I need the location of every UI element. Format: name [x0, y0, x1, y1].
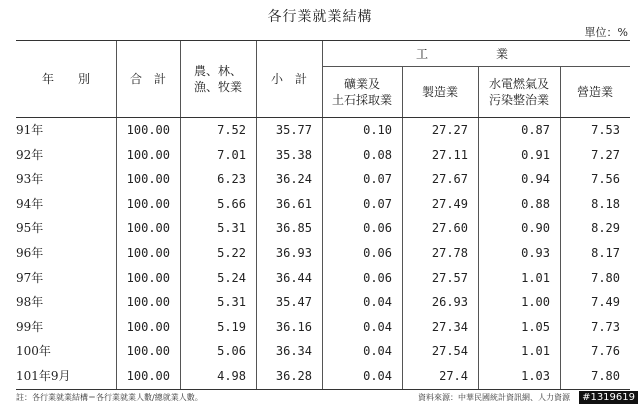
cell-agriculture: 7.01 [217, 147, 246, 162]
cell-subtotal: 36.85 [275, 221, 312, 236]
cell-agriculture: 5.19 [217, 319, 246, 334]
table-row [16, 315, 630, 340]
cell-year: 96年 [16, 245, 44, 260]
cell-year: 100年 [16, 344, 51, 359]
cell-utilities: 1.03 [521, 368, 550, 383]
header-manufacturing: 製造業 [421, 85, 458, 99]
cell-total: 100.00 [126, 368, 170, 383]
cell-construction: 7.53 [591, 123, 620, 137]
cell-year: 98年 [16, 295, 44, 310]
cell-agriculture: 4.98 [217, 368, 246, 383]
cell-construction: 8.17 [591, 245, 620, 260]
table-row [16, 167, 630, 192]
page-title: 各行業就業結構 [267, 9, 373, 25]
cell-mining: 0.06 [363, 245, 392, 260]
cell-agriculture: 5.22 [217, 245, 246, 260]
cell-mining: 0.06 [363, 221, 392, 236]
cell-total: 100.00 [126, 196, 170, 211]
cell-utilities: 0.94 [521, 172, 550, 187]
cell-utilities: 0.87 [521, 123, 550, 137]
cell-subtotal: 36.24 [275, 172, 312, 187]
cell-mining: 0.07 [363, 172, 392, 187]
cell-manufacturing: 26.93 [431, 295, 468, 310]
cell-agriculture: 5.06 [217, 344, 246, 359]
cell-construction: 7.80 [591, 270, 620, 285]
cell-year: 101年9月 [16, 368, 71, 383]
cell-construction: 7.76 [591, 344, 620, 359]
cell-construction: 8.29 [591, 221, 620, 236]
cell-manufacturing: 27.4 [439, 368, 468, 383]
cell-mining: 0.08 [363, 147, 392, 162]
header-subtotal: 小 計 [270, 72, 307, 86]
cell-manufacturing: 27.57 [431, 270, 468, 285]
cell-utilities: 1.05 [521, 319, 550, 334]
employment-structure-table [16, 40, 630, 390]
watermark-id: #1319619 [579, 391, 638, 404]
table-row [16, 290, 630, 315]
header-year: 年 別 [41, 72, 90, 86]
cell-utilities: 1.01 [521, 270, 550, 285]
header-construction: 營造業 [576, 85, 613, 99]
cell-year: 99年 [16, 319, 44, 334]
cell-mining: 0.07 [363, 196, 392, 211]
footnote: 註：各行業就業結構＝各行業就業人數/總就業人數。 [16, 393, 203, 402]
table-row [16, 364, 630, 389]
cell-year: 91年 [16, 123, 44, 137]
cell-construction: 8.18 [591, 196, 620, 211]
table-row [16, 192, 630, 217]
unit-label: 單位：% [584, 26, 628, 39]
cell-year: 92年 [16, 147, 44, 162]
cell-mining: 0.06 [363, 270, 392, 285]
cell-utilities: 1.00 [521, 295, 550, 310]
cell-subtotal: 36.44 [275, 270, 312, 285]
cell-construction: 7.49 [591, 295, 620, 310]
cell-subtotal: 36.28 [275, 368, 312, 383]
cell-construction: 7.80 [591, 368, 620, 383]
table-row [16, 339, 630, 364]
cell-agriculture: 5.31 [217, 295, 246, 310]
cell-construction: 7.27 [591, 147, 620, 162]
cell-agriculture: 5.66 [217, 196, 246, 211]
cell-subtotal: 36.16 [275, 319, 312, 334]
cell-manufacturing: 27.11 [431, 147, 468, 162]
cell-manufacturing: 27.34 [431, 319, 468, 334]
cell-total: 100.00 [126, 123, 170, 137]
header-industry-group: 工 業 [322, 41, 630, 67]
cell-manufacturing: 27.49 [431, 196, 468, 211]
cell-subtotal: 36.93 [275, 245, 312, 260]
header-utilities: 水電燃氣及 污染整治業 [488, 77, 549, 107]
table-row [16, 266, 630, 291]
cell-utilities: 0.93 [521, 245, 550, 260]
cell-utilities: 1.01 [521, 344, 550, 359]
table-body [16, 118, 630, 389]
cell-construction: 7.56 [591, 172, 620, 187]
cell-year: 93年 [16, 172, 44, 187]
cell-mining: 0.04 [363, 344, 392, 359]
cell-construction: 7.73 [591, 319, 620, 334]
cell-mining: 0.04 [363, 319, 392, 334]
cell-year: 94年 [16, 196, 44, 211]
cell-total: 100.00 [126, 295, 170, 310]
table-bottom-rule [16, 389, 630, 390]
header-total: 合 計 [129, 72, 166, 86]
cell-subtotal: 35.38 [275, 147, 312, 162]
table-row [16, 241, 630, 266]
table-header [16, 40, 630, 118]
cell-agriculture: 7.52 [217, 123, 246, 137]
header-mining: 礦業及 土石採取業 [331, 77, 392, 107]
cell-total: 100.00 [126, 172, 170, 187]
data-source: 資料來源：中華民國統計資訊網、人力資源 [418, 393, 570, 402]
cell-total: 100.00 [126, 147, 170, 162]
table-row [16, 143, 630, 168]
cell-subtotal: 36.61 [275, 196, 312, 211]
cell-year: 97年 [16, 270, 44, 285]
cell-manufacturing: 27.54 [431, 344, 468, 359]
cell-year: 95年 [16, 221, 44, 236]
cell-utilities: 0.90 [521, 221, 550, 236]
cell-subtotal: 36.34 [275, 344, 312, 359]
cell-utilities: 0.88 [521, 196, 550, 211]
cell-manufacturing: 27.78 [431, 245, 468, 260]
cell-manufacturing: 27.60 [431, 221, 468, 236]
cell-subtotal: 35.77 [275, 123, 312, 137]
cell-agriculture: 6.23 [217, 172, 246, 187]
cell-total: 100.00 [126, 344, 170, 359]
cell-mining: 0.04 [363, 295, 392, 310]
cell-agriculture: 5.31 [217, 221, 246, 236]
header-agriculture: 農、林、 漁、牧業 [193, 64, 242, 94]
cell-manufacturing: 27.27 [431, 123, 468, 137]
table-row [16, 216, 630, 241]
cell-total: 100.00 [126, 319, 170, 334]
cell-subtotal: 35.47 [275, 295, 312, 310]
cell-manufacturing: 27.67 [431, 172, 468, 187]
cell-total: 100.00 [126, 221, 170, 236]
cell-utilities: 0.91 [521, 147, 550, 162]
cell-agriculture: 5.24 [217, 270, 246, 285]
cell-mining: 0.04 [363, 368, 392, 383]
table-row [16, 118, 630, 143]
cell-total: 100.00 [126, 270, 170, 285]
cell-total: 100.00 [126, 245, 170, 260]
cell-mining: 0.10 [363, 123, 392, 137]
